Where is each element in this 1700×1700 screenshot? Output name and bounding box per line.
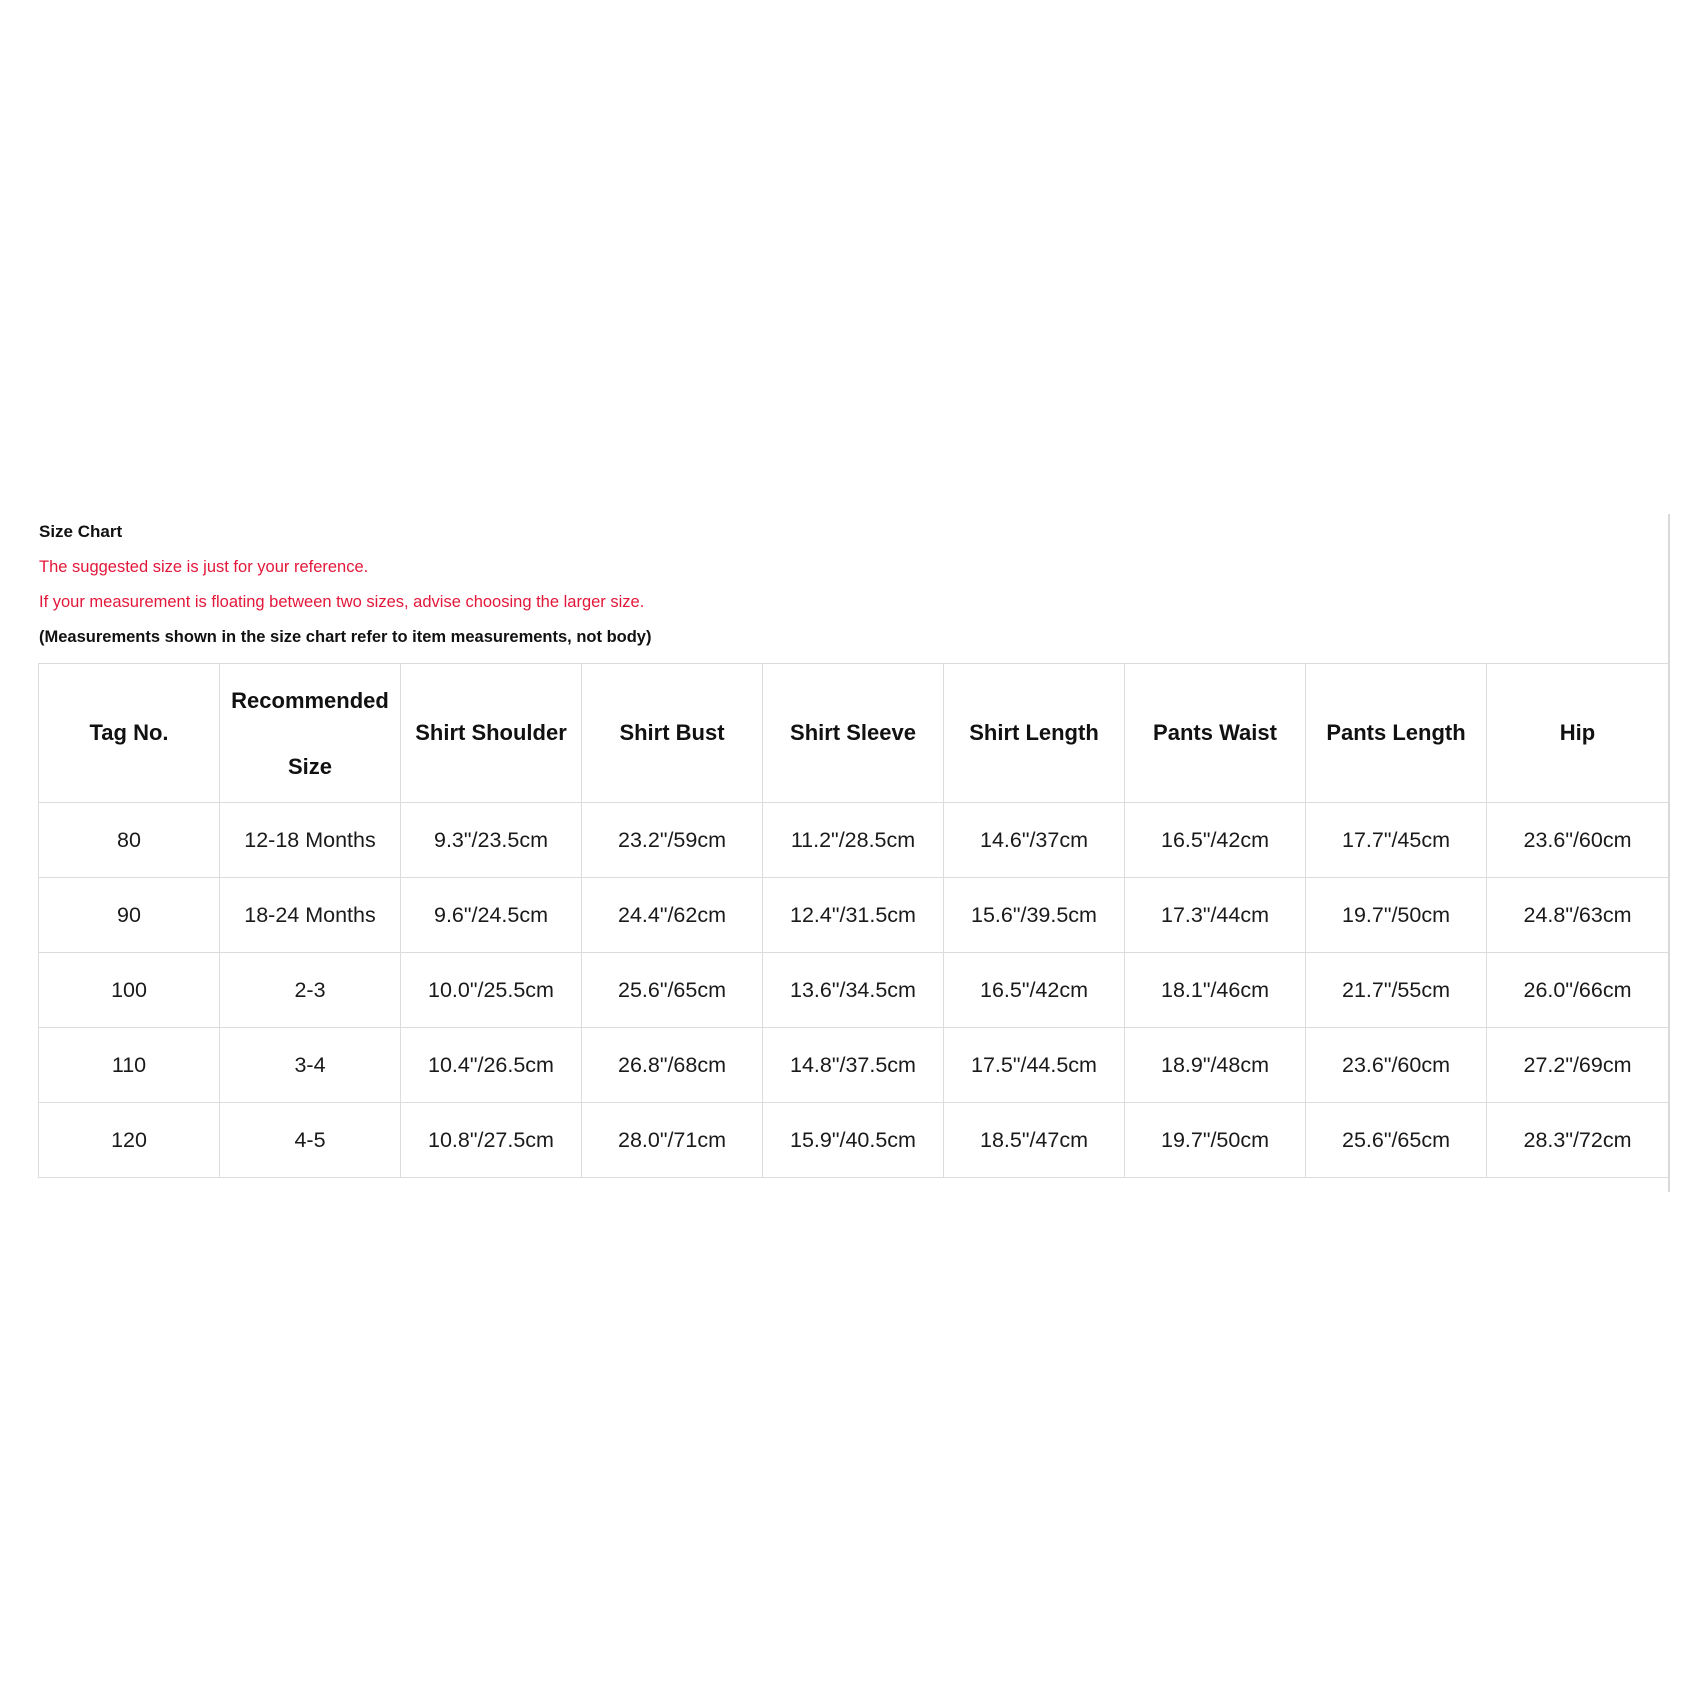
cell-pants-length: 17.7"/45cm: [1306, 803, 1487, 878]
table-row: [39, 803, 1669, 878]
cell-shirt-shoulder: 9.3"/23.5cm: [401, 803, 582, 878]
cell-hip: 27.2"/69cm: [1487, 1028, 1669, 1103]
cell-tag-no: 80: [39, 803, 220, 878]
table-header-row: [39, 664, 1669, 803]
cell-hip: 26.0"/66cm: [1487, 953, 1669, 1028]
cell-shirt-bust: 24.4"/62cm: [582, 878, 763, 953]
table-row: [39, 1028, 1669, 1103]
cell-tag-no: 90: [39, 878, 220, 953]
cell-recommended-size: 18-24 Months: [220, 878, 401, 953]
larger-size-advice-note: If your measurement is floating between two sizes, advise choosing the larger size.: [39, 593, 645, 611]
cell-hip: 24.8"/63cm: [1487, 878, 1669, 953]
cell-hip: 23.6"/60cm: [1487, 803, 1669, 878]
table-row: [39, 878, 1669, 953]
cell-pants-length: 21.7"/55cm: [1306, 953, 1487, 1028]
column-header-shirt-shoulder: Shirt Shoulder: [401, 664, 582, 803]
cell-shirt-length: 14.6"/37cm: [944, 803, 1125, 878]
cell-pants-waist: 18.1"/46cm: [1125, 953, 1306, 1028]
cell-shirt-sleeve: 12.4"/31.5cm: [763, 878, 944, 953]
cell-shirt-sleeve: 14.8"/37.5cm: [763, 1028, 944, 1103]
cell-shirt-shoulder: 10.8"/27.5cm: [401, 1103, 582, 1178]
size-chart-panel: [38, 514, 1668, 1152]
column-header-pants-length: Pants Length: [1306, 664, 1487, 803]
cell-shirt-bust: 23.2"/59cm: [582, 803, 763, 878]
cell-shirt-length: 17.5"/44.5cm: [944, 1028, 1125, 1103]
cell-shirt-sleeve: 13.6"/34.5cm: [763, 953, 944, 1028]
cell-recommended-size: 3-4: [220, 1028, 401, 1103]
column-header-tag-no: Tag No.: [39, 664, 220, 803]
cell-shirt-bust: 26.8"/68cm: [582, 1028, 763, 1103]
recommended-line: Recommended: [231, 687, 389, 713]
cell-pants-length: 23.6"/60cm: [1306, 1028, 1487, 1103]
cell-tag-no: 120: [39, 1103, 220, 1178]
size-table: [38, 663, 1669, 1178]
cell-shirt-bust: 28.0"/71cm: [582, 1103, 763, 1178]
cell-pants-waist: 17.3"/44cm: [1125, 878, 1306, 953]
cell-shirt-sleeve: 11.2"/28.5cm: [763, 803, 944, 878]
cell-pants-length: 19.7"/50cm: [1306, 878, 1487, 953]
cell-hip: 28.3"/72cm: [1487, 1103, 1669, 1178]
recommended-size-label: [231, 684, 389, 783]
size-line: Size: [287, 753, 333, 779]
cell-recommended-size: 12-18 Months: [220, 803, 401, 878]
table-row: [39, 953, 1669, 1028]
cell-shirt-sleeve: 15.9"/40.5cm: [763, 1103, 944, 1178]
reference-note: The suggested size is just for your reference.: [39, 558, 369, 576]
cell-pants-waist: 19.7"/50cm: [1125, 1103, 1306, 1178]
size-chart-title: Size Chart: [39, 522, 123, 541]
column-header-hip: Hip: [1487, 664, 1669, 803]
cell-pants-length: 25.6"/65cm: [1306, 1103, 1487, 1178]
table-row: [39, 1103, 1669, 1178]
cell-shirt-shoulder: 10.4"/26.5cm: [401, 1028, 582, 1103]
cell-shirt-length: 18.5"/47cm: [944, 1103, 1125, 1178]
column-header-shirt-length: Shirt Length: [944, 664, 1125, 803]
measurement-disclaimer: (Measurements shown in the size chart refer to item measurements, not body): [39, 628, 652, 646]
cell-shirt-length: 16.5"/42cm: [944, 953, 1125, 1028]
panel-right-divider: [1668, 514, 1670, 1192]
cell-recommended-size: 2-3: [220, 953, 401, 1028]
cell-shirt-length: 15.6"/39.5cm: [944, 878, 1125, 953]
column-header-shirt-bust: Shirt Bust: [582, 664, 763, 803]
cell-pants-waist: 18.9"/48cm: [1125, 1028, 1306, 1103]
cell-tag-no: 100: [39, 953, 220, 1028]
cell-shirt-shoulder: 9.6"/24.5cm: [401, 878, 582, 953]
column-header-shirt-sleeve: Shirt Sleeve: [763, 664, 944, 803]
column-header-pants-waist: Pants Waist: [1125, 664, 1306, 803]
cell-tag-no: 110: [39, 1028, 220, 1103]
cell-recommended-size: 4-5: [220, 1103, 401, 1178]
cell-pants-waist: 16.5"/42cm: [1125, 803, 1306, 878]
cell-shirt-bust: 25.6"/65cm: [582, 953, 763, 1028]
cell-shirt-shoulder: 10.0"/25.5cm: [401, 953, 582, 1028]
column-header-recommended-size: [220, 664, 401, 803]
